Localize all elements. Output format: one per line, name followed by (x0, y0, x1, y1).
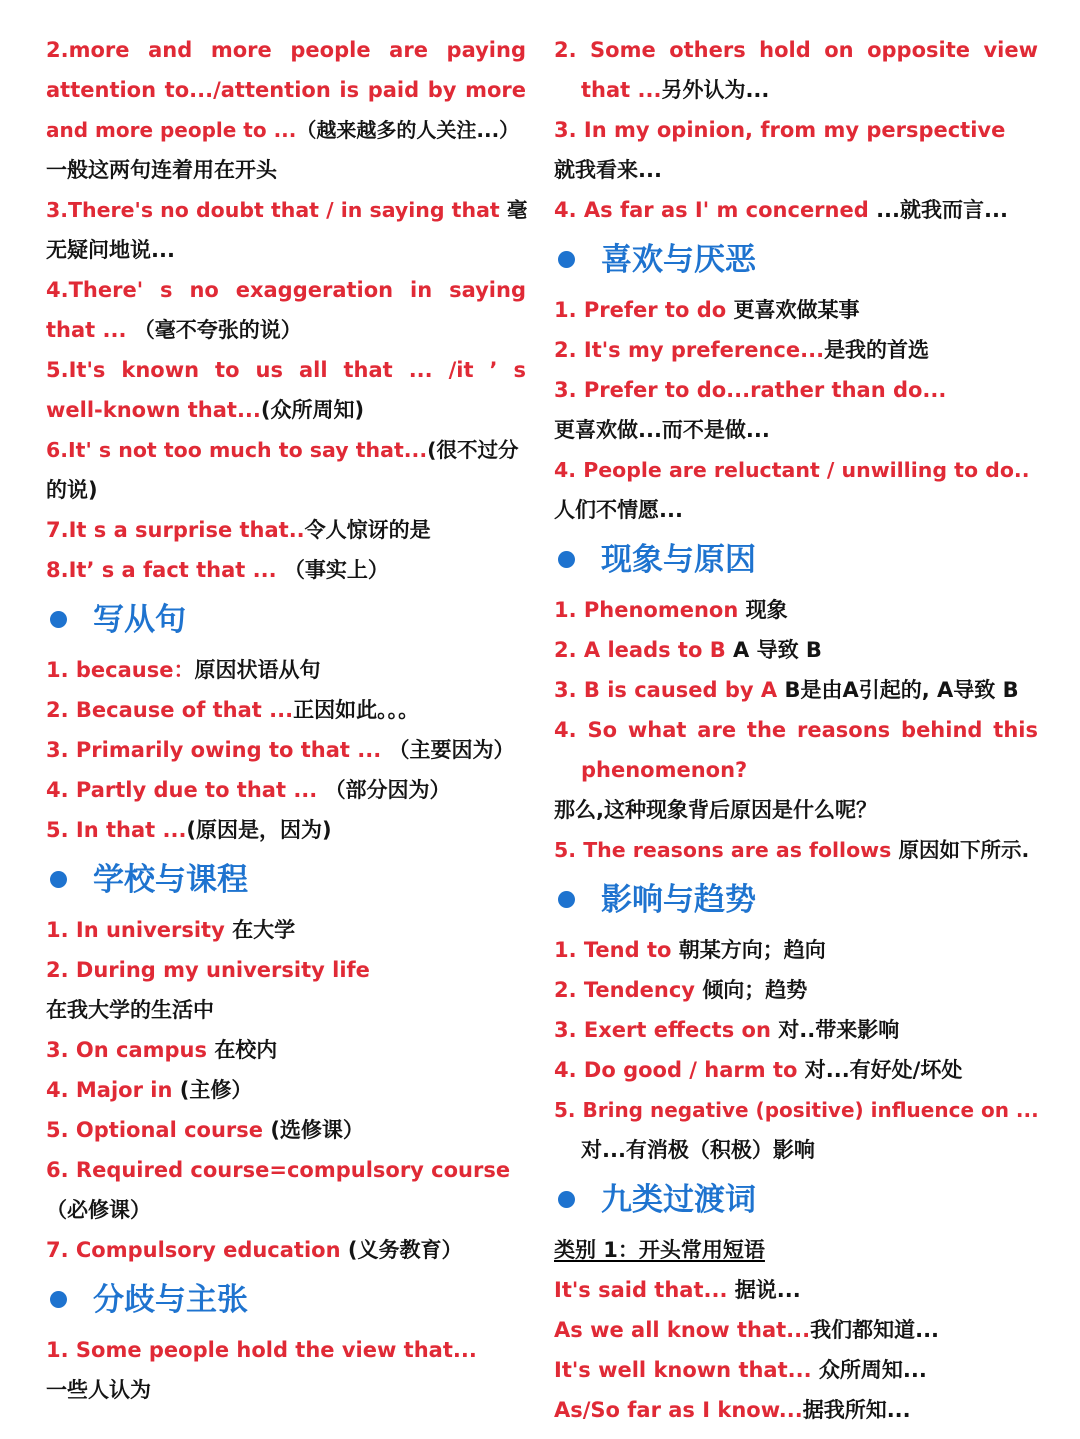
chinese-meaning: 对...有好处/坏处 (804, 1058, 963, 1082)
phrase-line (46, 950, 526, 990)
phrase-line (46, 550, 526, 590)
english-phrase: 1. because： (46, 658, 195, 682)
english-phrase: 2. It's my preference... (554, 338, 825, 362)
chinese-meaning: A 导致 B (733, 638, 822, 662)
section-heading (554, 880, 1038, 920)
english-phrase: 5. Bring negative (positive) influence on ... (554, 1098, 1039, 1122)
english-phrase: 1. Some people hold the view that... (46, 1338, 477, 1362)
chinese-meaning: (很不过分 (427, 438, 519, 462)
phrase-line (554, 630, 1038, 670)
english-phrase: 5. In that ... (46, 818, 187, 842)
blue-dot-bullet-icon (558, 1191, 575, 1208)
english-phrase: 7.It s a surprise that.. (46, 518, 305, 542)
chinese-meaning: 更喜欢做...而不是做... (554, 418, 770, 442)
phrase-line (46, 390, 526, 430)
phrase-line (46, 990, 526, 1030)
english-phrase: 3.There's no doubt that / in saying that (46, 198, 507, 222)
english-phrase: 3. Primarily owing to that ... (46, 738, 389, 762)
phrase-line (554, 750, 1038, 790)
english-phrase: As/So far as I know... (554, 1398, 803, 1422)
phrase-line (554, 150, 1038, 190)
chinese-meaning: 一些人认为 (46, 1378, 151, 1402)
phrase-line (46, 470, 526, 510)
phrase-line (46, 350, 526, 390)
phrase-line (46, 1110, 526, 1150)
section-heading-text: 九类过渡词 (601, 1182, 756, 1218)
section-heading (46, 600, 526, 640)
phrase-line (554, 1050, 1038, 1090)
chinese-meaning: 在我大学的生活中 (46, 998, 214, 1022)
phrase-line (554, 30, 1038, 70)
phrase-line (554, 190, 1038, 230)
section-heading-text: 学校与课程 (93, 862, 248, 898)
blue-dot-bullet-icon (50, 611, 67, 628)
english-phrase: 4. Partly due to that ... (46, 778, 325, 802)
section-heading (554, 1180, 1038, 1220)
chinese-meaning: (主修） (179, 1078, 253, 1102)
chinese-meaning: ...就我而言... (876, 198, 1008, 222)
chinese-meaning: 人们不情愿... (554, 498, 683, 522)
english-phrase: It's well known that... (554, 1358, 819, 1382)
blue-dot-bullet-icon (558, 551, 575, 568)
phrase-line (554, 330, 1038, 370)
phrase-line (46, 150, 526, 190)
chinese-meaning: (众所周知) (260, 398, 365, 422)
english-phrase: and more people to ... (46, 118, 297, 142)
chinese-meaning: （事实上） (283, 558, 389, 582)
english-phrase: 4. Do good / harm to (554, 1058, 805, 1082)
phrase-line (46, 1070, 526, 1110)
phrase-line (554, 1350, 1038, 1390)
english-phrase: 2. Tendency (554, 978, 703, 1002)
phrase-line (46, 690, 526, 730)
phrase-line (46, 770, 526, 810)
english-phrase: 4. So what are the reasons behind this (554, 718, 1038, 742)
english-phrase: 2. Some others hold on opposite view (554, 38, 1038, 62)
english-phrase: 3. Exert effects on (554, 1018, 779, 1042)
phrase-line (554, 670, 1038, 710)
english-phrase: 6.It' s not too much to say that... (46, 438, 428, 462)
phrase-line (554, 590, 1038, 630)
chinese-meaning: B是由A引起的, A导致 B (784, 678, 1019, 702)
phrase-line (46, 650, 526, 690)
chinese-meaning: 倾向；趋势 (702, 978, 808, 1002)
chinese-meaning: 对..带来影响 (778, 1018, 900, 1042)
chinese-meaning: 据说... (734, 1278, 801, 1302)
phrase-line (46, 430, 526, 470)
english-phrase: 3. On campus (46, 1038, 215, 1062)
english-phrase: 2.more and more people are paying (46, 38, 526, 62)
phrase-line (554, 710, 1038, 750)
section-heading-text: 影响与趋势 (601, 882, 756, 918)
phrase-line (554, 450, 1038, 490)
english-phrase: 4. As far as I' m concerned (554, 198, 877, 222)
english-phrase: 4.There' s no exaggeration in saying (46, 278, 526, 302)
chinese-meaning: 对...有消极（积极）影响 (581, 1138, 815, 1162)
phrase-line (554, 70, 1038, 110)
section-heading-text: 写从句 (93, 602, 186, 638)
chinese-meaning: （毫不夸张的说） (133, 318, 302, 342)
chinese-meaning: 朝某方向；趋向 (678, 938, 826, 962)
phrase-line (46, 310, 526, 350)
chinese-meaning: (义务教育） (347, 1238, 463, 1262)
phrase-line (46, 1030, 526, 1070)
blue-dot-bullet-icon (50, 871, 67, 888)
chinese-meaning: 原因状语从句 (194, 658, 321, 682)
english-phrase: 1. In university (46, 918, 233, 942)
phrase-line (554, 1130, 1038, 1170)
phrase-line (46, 1370, 526, 1410)
english-phrase: 8.It’ s a fact that ... (46, 558, 284, 582)
phrase-line (46, 70, 526, 110)
english-phrase: As we all know that... (554, 1318, 811, 1342)
blue-dot-bullet-icon (558, 251, 575, 268)
phrase-line (554, 370, 1038, 410)
phrase-line (46, 810, 526, 850)
phrase-line (46, 730, 526, 770)
phrase-line (554, 1090, 1038, 1130)
chinese-meaning: 毫 (506, 198, 528, 222)
phrase-line (46, 1330, 526, 1370)
chinese-meaning: 就我看来... (554, 158, 662, 182)
chinese-meaning: 我们都知道... (810, 1318, 940, 1342)
chinese-meaning: 在大学 (232, 918, 296, 942)
phrase-line (554, 410, 1038, 450)
english-phrase: 2. During my university life (46, 958, 370, 982)
chinese-meaning: 现象 (745, 598, 788, 622)
chinese-meaning: 众所周知... (818, 1358, 927, 1382)
chinese-meaning: 令人惊讶的是 (304, 518, 431, 542)
chinese-meaning: 更喜欢做某事 (733, 298, 860, 322)
chinese-meaning: 一般这两句连着用在开头 (46, 158, 277, 182)
phrase-line (46, 1150, 526, 1190)
english-phrase: 7. Compulsory education (46, 1238, 348, 1262)
english-phrase: 2. A leads to B (554, 638, 734, 662)
english-phrase: 5.It's known to us all that ... /it ’ s (46, 358, 526, 382)
section-heading (46, 860, 526, 900)
chinese-meaning: （必修课） (46, 1198, 151, 1222)
english-phrase: well-known that... (46, 398, 261, 422)
english-phrase: 1. Prefer to do (554, 298, 734, 322)
english-phrase: phenomenon? (581, 758, 748, 782)
english-phrase: attention to.../attention is paid by more (46, 78, 526, 102)
section-heading (554, 240, 1038, 280)
phrase-line (46, 910, 526, 950)
chinese-meaning: （部分因为） (324, 778, 451, 802)
phrase-line (554, 1310, 1038, 1350)
phrase-line (46, 110, 526, 150)
phrase-line (554, 970, 1038, 1010)
chinese-meaning: 那么,这种现象背后原因是什么呢？ (554, 798, 877, 822)
english-phrase: that ... (581, 78, 662, 102)
chinese-meaning: 据我所知... (802, 1398, 911, 1422)
blue-dot-bullet-icon (50, 1291, 67, 1308)
english-phrase: 3. B is caused by A (554, 678, 785, 702)
phrase-line (46, 1190, 526, 1230)
phrase-line (46, 1230, 526, 1270)
phrase-line (46, 190, 526, 230)
phrase-line (554, 290, 1038, 330)
english-phrase: 5. The reasons are as follows (554, 838, 899, 862)
chinese-meaning: 原因如下所示. (898, 838, 1030, 862)
section-heading (554, 540, 1038, 580)
section-heading-text: 分歧与主张 (93, 1282, 248, 1318)
phrase-line (46, 30, 526, 70)
english-phrase: 2. Because of that ... (46, 698, 294, 722)
chinese-meaning: (选修课） (270, 1118, 364, 1142)
phrase-line (554, 830, 1038, 870)
phrase-line (554, 490, 1038, 530)
chinese-meaning: 类别 1：开头常用短语 (554, 1238, 765, 1262)
phrase-line (46, 510, 526, 550)
english-phrase: 5. Optional course (46, 1118, 271, 1142)
phrase-line (46, 270, 526, 310)
chinese-meaning: 的说) (46, 478, 98, 502)
phrase-line (554, 1270, 1038, 1310)
english-phrase: 3. Prefer to do...rather than do... (554, 378, 947, 402)
section-heading-text: 喜欢与厌恶 (601, 242, 756, 278)
chinese-meaning: 在校内 (214, 1038, 278, 1062)
section-heading-text: 现象与原因 (601, 542, 756, 578)
phrase-line (554, 790, 1038, 830)
chinese-meaning: （越来越多的人关注...） (296, 118, 520, 142)
phrase-line (554, 110, 1038, 150)
chinese-meaning: 是我的首选 (824, 338, 930, 362)
phrase-line (554, 930, 1038, 970)
phrase-line (46, 230, 526, 270)
section-heading (46, 1280, 526, 1320)
english-phrase: 4. People are reluctant / unwilling to do.. (554, 458, 1030, 482)
english-phrase: 1. Phenomenon (554, 598, 746, 622)
english-phrase: 3. In my opinion, from my perspective (554, 118, 1006, 142)
english-phrase: 1. Tend to (554, 938, 679, 962)
chinese-meaning: （主要因为） (388, 738, 515, 762)
english-phrase: 4. Major in (46, 1078, 180, 1102)
phrase-line (554, 1390, 1038, 1430)
phrase-line (554, 1230, 1038, 1270)
chinese-meaning: 无疑问地说... (46, 238, 175, 262)
chinese-meaning: 另外认为... (661, 78, 770, 102)
english-phrase: 6. Required course=compulsory course (46, 1158, 511, 1182)
blue-dot-bullet-icon (558, 891, 575, 908)
chinese-meaning: 正因如此。。。 (293, 698, 420, 722)
english-phrase: that ... (46, 318, 134, 342)
english-phrase: It's said that... (554, 1278, 735, 1302)
phrase-line (554, 1010, 1038, 1050)
chinese-meaning: (原因是，因为) (186, 818, 332, 842)
